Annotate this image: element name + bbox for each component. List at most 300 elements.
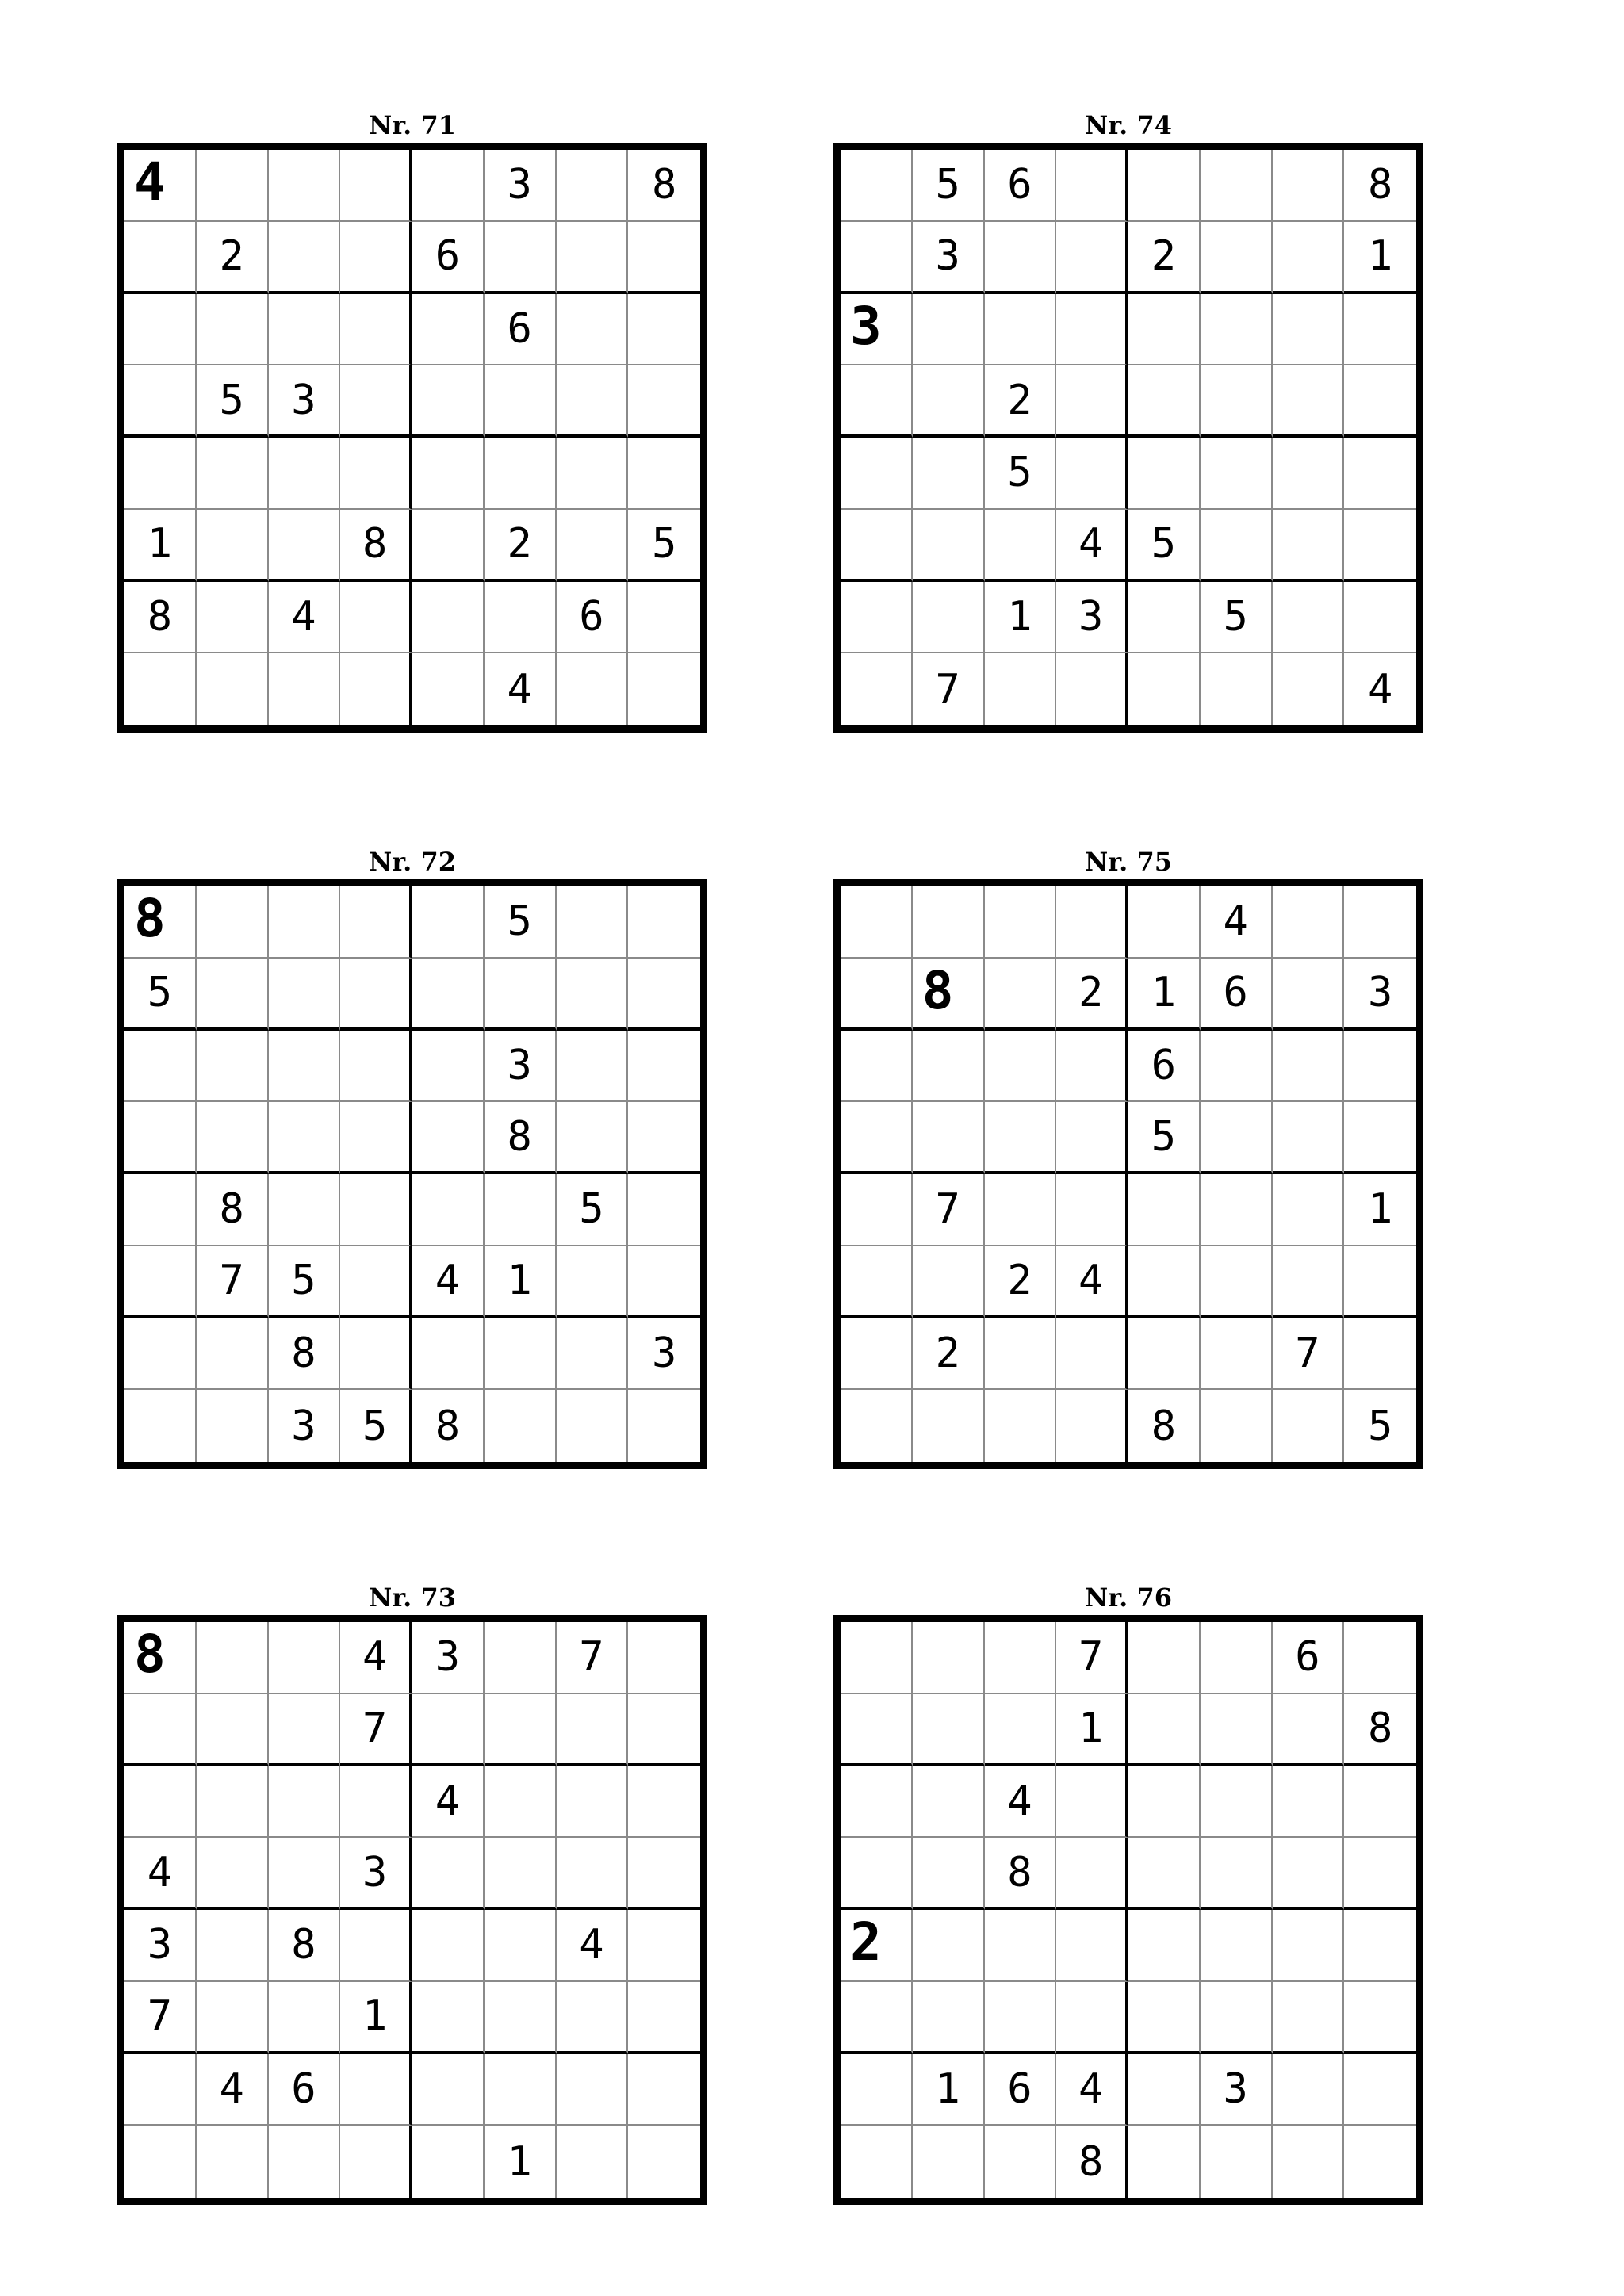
sudoku-cell[interactable]: [124, 294, 197, 366]
sudoku-cell[interactable]: [841, 365, 913, 438]
sudoku-cell[interactable]: 1: [913, 2054, 985, 2126]
sudoku-cell[interactable]: [412, 1982, 485, 2054]
sudoku-cell[interactable]: [913, 1390, 985, 1462]
sudoku-cell[interactable]: 1: [485, 1246, 557, 1318]
sudoku-start-cell[interactable]: 8: [124, 1622, 197, 1694]
sudoku-cell[interactable]: [124, 1390, 197, 1462]
sudoku-cell[interactable]: [124, 2054, 197, 2126]
sudoku-cell[interactable]: [485, 1838, 557, 1910]
sudoku-cell[interactable]: 4: [485, 653, 557, 725]
sudoku-cell[interactable]: [985, 510, 1057, 582]
sudoku-cell[interactable]: [1056, 1390, 1128, 1462]
sudoku-cell[interactable]: [269, 1838, 341, 1910]
sudoku-cell[interactable]: [485, 1390, 557, 1462]
sudoku-cell[interactable]: [1201, 1694, 1273, 1766]
sudoku-cell[interactable]: [985, 1982, 1057, 2054]
sudoku-cell[interactable]: 3: [628, 1318, 700, 1391]
sudoku-cell[interactable]: 5: [1128, 1102, 1201, 1174]
sudoku-cell[interactable]: [340, 438, 412, 510]
sudoku-cell[interactable]: [197, 959, 269, 1031]
sudoku-cell[interactable]: [1056, 1838, 1128, 1910]
sudoku-cell[interactable]: [1273, 294, 1345, 366]
sudoku-cell[interactable]: 1: [340, 1982, 412, 2054]
sudoku-cell[interactable]: [628, 1031, 700, 1103]
sudoku-cell[interactable]: 8: [1344, 1694, 1416, 1766]
sudoku-cell[interactable]: [913, 365, 985, 438]
sudoku-cell[interactable]: 1: [124, 510, 197, 582]
sudoku-cell[interactable]: [412, 1838, 485, 1910]
sudoku-cell[interactable]: [1201, 365, 1273, 438]
sudoku-cell[interactable]: [124, 1766, 197, 1839]
sudoku-cell[interactable]: [1201, 1982, 1273, 2054]
sudoku-cell[interactable]: 8: [124, 582, 197, 654]
sudoku-start-cell[interactable]: 8: [913, 959, 985, 1031]
sudoku-cell[interactable]: [1201, 150, 1273, 222]
sudoku-cell[interactable]: [1201, 1838, 1273, 1910]
sudoku-cell[interactable]: [628, 582, 700, 654]
sudoku-cell[interactable]: 1: [485, 2126, 557, 2198]
sudoku-cell[interactable]: [1201, 1246, 1273, 1318]
sudoku-cell[interactable]: [985, 1694, 1057, 1766]
sudoku-cell[interactable]: [412, 582, 485, 654]
sudoku-cell[interactable]: [340, 1174, 412, 1246]
sudoku-cell[interactable]: [1128, 886, 1201, 959]
sudoku-cell[interactable]: [628, 1766, 700, 1839]
sudoku-cell[interactable]: [269, 1031, 341, 1103]
sudoku-cell[interactable]: [1273, 959, 1345, 1031]
sudoku-cell[interactable]: 7: [1056, 1622, 1128, 1694]
sudoku-cell[interactable]: [124, 1031, 197, 1103]
sudoku-cell[interactable]: [985, 1318, 1057, 1391]
sudoku-cell[interactable]: [1056, 438, 1128, 510]
sudoku-cell[interactable]: 5: [557, 1174, 629, 1246]
sudoku-cell[interactable]: [628, 1246, 700, 1318]
sudoku-cell[interactable]: [841, 1766, 913, 1839]
sudoku-cell[interactable]: [1344, 510, 1416, 582]
sudoku-cell[interactable]: [985, 1910, 1057, 1982]
sudoku-cell[interactable]: [1128, 1246, 1201, 1318]
sudoku-cell[interactable]: [985, 1174, 1057, 1246]
sudoku-cell[interactable]: 2: [1128, 222, 1201, 294]
sudoku-cell[interactable]: [1056, 222, 1128, 294]
sudoku-cell[interactable]: [269, 510, 341, 582]
sudoku-cell[interactable]: [841, 1246, 913, 1318]
sudoku-cell[interactable]: [485, 1766, 557, 1839]
sudoku-start-cell[interactable]: 3: [841, 294, 913, 366]
sudoku-cell[interactable]: [1344, 1031, 1416, 1103]
sudoku-cell[interactable]: [1128, 2126, 1201, 2198]
sudoku-cell[interactable]: 8: [412, 1390, 485, 1462]
sudoku-cell[interactable]: 7: [913, 653, 985, 725]
sudoku-cell[interactable]: [412, 1102, 485, 1174]
sudoku-cell[interactable]: [628, 886, 700, 959]
sudoku-cell[interactable]: 5: [628, 510, 700, 582]
sudoku-cell[interactable]: 1: [1344, 222, 1416, 294]
sudoku-cell[interactable]: 7: [913, 1174, 985, 1246]
sudoku-cell[interactable]: [557, 1031, 629, 1103]
sudoku-cell[interactable]: [557, 1766, 629, 1839]
sudoku-cell[interactable]: 1: [1056, 1694, 1128, 1766]
sudoku-cell[interactable]: 3: [269, 365, 341, 438]
sudoku-cell[interactable]: [485, 1910, 557, 1982]
sudoku-cell[interactable]: 6: [1201, 959, 1273, 1031]
sudoku-cell[interactable]: 6: [412, 222, 485, 294]
sudoku-cell[interactable]: [340, 1246, 412, 1318]
sudoku-cell[interactable]: [1344, 1766, 1416, 1839]
sudoku-cell[interactable]: [841, 1982, 913, 2054]
sudoku-start-cell[interactable]: 2: [841, 1910, 913, 1982]
sudoku-cell[interactable]: 8: [1128, 1390, 1201, 1462]
sudoku-cell[interactable]: 5: [913, 150, 985, 222]
sudoku-cell[interactable]: [628, 294, 700, 366]
sudoku-cell[interactable]: [412, 886, 485, 959]
sudoku-cell[interactable]: 5: [485, 886, 557, 959]
sudoku-cell[interactable]: [628, 222, 700, 294]
sudoku-cell[interactable]: [340, 582, 412, 654]
sudoku-cell[interactable]: [340, 2054, 412, 2126]
sudoku-cell[interactable]: [841, 653, 913, 725]
sudoku-cell[interactable]: [1201, 653, 1273, 725]
sudoku-cell[interactable]: 3: [1201, 2054, 1273, 2126]
sudoku-cell[interactable]: [628, 1838, 700, 1910]
sudoku-cell[interactable]: [269, 150, 341, 222]
sudoku-cell[interactable]: [1344, 2054, 1416, 2126]
sudoku-cell[interactable]: [124, 2126, 197, 2198]
sudoku-cell[interactable]: [412, 1318, 485, 1391]
sudoku-cell[interactable]: [1201, 1390, 1273, 1462]
sudoku-cell[interactable]: [913, 1982, 985, 2054]
sudoku-cell[interactable]: [485, 582, 557, 654]
sudoku-cell[interactable]: [1344, 1102, 1416, 1174]
sudoku-cell[interactable]: [1273, 1031, 1345, 1103]
sudoku-cell[interactable]: [1273, 1102, 1345, 1174]
sudoku-cell[interactable]: [1056, 1031, 1128, 1103]
sudoku-cell[interactable]: 2: [197, 222, 269, 294]
sudoku-cell[interactable]: [485, 1318, 557, 1391]
sudoku-cell[interactable]: [124, 653, 197, 725]
sudoku-cell[interactable]: [913, 1246, 985, 1318]
sudoku-cell[interactable]: [340, 1766, 412, 1839]
sudoku-cell[interactable]: [412, 1694, 485, 1766]
sudoku-cell[interactable]: [1273, 582, 1345, 654]
sudoku-cell[interactable]: [1128, 1910, 1201, 1982]
sudoku-cell[interactable]: [913, 1766, 985, 1839]
sudoku-cell[interactable]: [1201, 510, 1273, 582]
sudoku-cell[interactable]: [1056, 1102, 1128, 1174]
sudoku-cell[interactable]: [485, 1694, 557, 1766]
sudoku-cell[interactable]: [985, 886, 1057, 959]
sudoku-cell[interactable]: 4: [1201, 886, 1273, 959]
sudoku-cell[interactable]: [557, 886, 629, 959]
sudoku-cell[interactable]: [485, 1174, 557, 1246]
sudoku-cell[interactable]: [913, 438, 985, 510]
sudoku-cell[interactable]: 4: [1056, 510, 1128, 582]
sudoku-cell[interactable]: [197, 1390, 269, 1462]
sudoku-cell[interactable]: 5: [1201, 582, 1273, 654]
sudoku-cell[interactable]: [340, 959, 412, 1031]
sudoku-cell[interactable]: 7: [124, 1982, 197, 2054]
sudoku-cell[interactable]: [269, 653, 341, 725]
sudoku-cell[interactable]: [628, 1174, 700, 1246]
sudoku-cell[interactable]: [124, 1102, 197, 1174]
sudoku-cell[interactable]: [485, 1622, 557, 1694]
sudoku-cell[interactable]: 3: [412, 1622, 485, 1694]
sudoku-cell[interactable]: 4: [412, 1766, 485, 1839]
sudoku-cell[interactable]: [841, 1174, 913, 1246]
sudoku-cell[interactable]: 1: [1344, 1174, 1416, 1246]
sudoku-start-cell[interactable]: 4: [124, 150, 197, 222]
sudoku-cell[interactable]: [269, 1102, 341, 1174]
sudoku-cell[interactable]: [1344, 582, 1416, 654]
sudoku-cell[interactable]: [485, 1982, 557, 2054]
sudoku-cell[interactable]: [1128, 653, 1201, 725]
sudoku-cell[interactable]: [340, 1318, 412, 1391]
sudoku-cell[interactable]: [340, 653, 412, 725]
sudoku-cell[interactable]: [1128, 1694, 1201, 1766]
sudoku-cell[interactable]: 3: [1344, 959, 1416, 1031]
sudoku-cell[interactable]: [628, 2126, 700, 2198]
sudoku-cell[interactable]: 3: [485, 1031, 557, 1103]
sudoku-cell[interactable]: [1056, 1174, 1128, 1246]
sudoku-cell[interactable]: 8: [485, 1102, 557, 1174]
sudoku-cell[interactable]: [269, 886, 341, 959]
sudoku-cell[interactable]: [1128, 1174, 1201, 1246]
sudoku-cell[interactable]: 5: [1128, 510, 1201, 582]
sudoku-cell[interactable]: [1344, 1246, 1416, 1318]
sudoku-cell[interactable]: [1056, 1982, 1128, 2054]
sudoku-cell[interactable]: 8: [628, 150, 700, 222]
sudoku-cell[interactable]: [557, 1102, 629, 1174]
sudoku-cell[interactable]: [412, 959, 485, 1031]
sudoku-cell[interactable]: [1344, 2126, 1416, 2198]
sudoku-cell[interactable]: [124, 1318, 197, 1391]
sudoku-cell[interactable]: 7: [197, 1246, 269, 1318]
sudoku-cell[interactable]: 5: [985, 438, 1057, 510]
sudoku-cell[interactable]: [197, 1694, 269, 1766]
sudoku-cell[interactable]: [841, 438, 913, 510]
sudoku-cell[interactable]: [1273, 438, 1345, 510]
sudoku-cell[interactable]: 8: [197, 1174, 269, 1246]
sudoku-cell[interactable]: 8: [269, 1318, 341, 1391]
sudoku-cell[interactable]: [841, 582, 913, 654]
sudoku-cell[interactable]: [1273, 1766, 1345, 1839]
sudoku-cell[interactable]: [1201, 1910, 1273, 1982]
sudoku-cell[interactable]: [485, 222, 557, 294]
sudoku-cell[interactable]: [1201, 1766, 1273, 1839]
sudoku-cell[interactable]: [340, 1910, 412, 1982]
sudoku-cell[interactable]: [269, 959, 341, 1031]
sudoku-cell[interactable]: [340, 2126, 412, 2198]
sudoku-cell[interactable]: [269, 1174, 341, 1246]
sudoku-cell[interactable]: [557, 294, 629, 366]
sudoku-cell[interactable]: [913, 1622, 985, 1694]
sudoku-cell[interactable]: [124, 438, 197, 510]
sudoku-cell[interactable]: [985, 222, 1057, 294]
sudoku-cell[interactable]: [340, 294, 412, 366]
sudoku-cell[interactable]: [340, 222, 412, 294]
sudoku-cell[interactable]: [1344, 294, 1416, 366]
sudoku-cell[interactable]: [628, 1982, 700, 2054]
sudoku-cell[interactable]: [1344, 1838, 1416, 1910]
sudoku-cell[interactable]: 3: [485, 150, 557, 222]
sudoku-cell[interactable]: [1201, 1622, 1273, 1694]
sudoku-cell[interactable]: [1273, 1838, 1345, 1910]
sudoku-cell[interactable]: [1201, 294, 1273, 366]
sudoku-cell[interactable]: 6: [485, 294, 557, 366]
sudoku-cell[interactable]: [557, 438, 629, 510]
sudoku-cell[interactable]: [124, 1246, 197, 1318]
sudoku-cell[interactable]: [1273, 1982, 1345, 2054]
sudoku-cell[interactable]: [1344, 1982, 1416, 2054]
sudoku-cell[interactable]: [197, 1318, 269, 1391]
sudoku-cell[interactable]: [985, 2126, 1057, 2198]
sudoku-cell[interactable]: [197, 1102, 269, 1174]
sudoku-cell[interactable]: [985, 959, 1057, 1031]
sudoku-cell[interactable]: [1273, 222, 1345, 294]
sudoku-cell[interactable]: 4: [269, 582, 341, 654]
sudoku-cell[interactable]: 5: [197, 365, 269, 438]
sudoku-cell[interactable]: [913, 510, 985, 582]
sudoku-cell[interactable]: 3: [913, 222, 985, 294]
sudoku-cell[interactable]: [628, 1910, 700, 1982]
sudoku-cell[interactable]: 4: [985, 1766, 1057, 1839]
sudoku-cell[interactable]: [269, 222, 341, 294]
sudoku-cell[interactable]: [1273, 886, 1345, 959]
sudoku-cell[interactable]: [628, 1694, 700, 1766]
sudoku-cell[interactable]: 4: [1056, 1246, 1128, 1318]
sudoku-cell[interactable]: 6: [1273, 1622, 1345, 1694]
sudoku-cell[interactable]: 6: [1128, 1031, 1201, 1103]
sudoku-cell[interactable]: [841, 150, 913, 222]
sudoku-cell[interactable]: [841, 1102, 913, 1174]
sudoku-cell[interactable]: [340, 365, 412, 438]
sudoku-cell[interactable]: 8: [269, 1910, 341, 1982]
sudoku-cell[interactable]: [985, 1031, 1057, 1103]
sudoku-cell[interactable]: 8: [1344, 150, 1416, 222]
sudoku-cell[interactable]: 2: [1056, 959, 1128, 1031]
sudoku-cell[interactable]: 2: [913, 1318, 985, 1391]
sudoku-cell[interactable]: [1201, 1318, 1273, 1391]
sudoku-cell[interactable]: [628, 2054, 700, 2126]
sudoku-cell[interactable]: [269, 294, 341, 366]
sudoku-cell[interactable]: 6: [557, 582, 629, 654]
sudoku-cell[interactable]: 4: [1056, 2054, 1128, 2126]
sudoku-cell[interactable]: [1273, 1694, 1345, 1766]
sudoku-cell[interactable]: 4: [412, 1246, 485, 1318]
sudoku-cell[interactable]: [412, 150, 485, 222]
sudoku-cell[interactable]: 5: [269, 1246, 341, 1318]
sudoku-cell[interactable]: [557, 1694, 629, 1766]
sudoku-cell[interactable]: [197, 1766, 269, 1839]
sudoku-cell[interactable]: [197, 653, 269, 725]
sudoku-cell[interactable]: [485, 959, 557, 1031]
sudoku-cell[interactable]: [412, 1174, 485, 1246]
sudoku-cell[interactable]: [197, 886, 269, 959]
sudoku-cell[interactable]: [913, 582, 985, 654]
sudoku-cell[interactable]: [1344, 1622, 1416, 1694]
sudoku-cell[interactable]: [628, 959, 700, 1031]
sudoku-cell[interactable]: [1344, 1318, 1416, 1391]
sudoku-cell[interactable]: 4: [340, 1622, 412, 1694]
sudoku-cell[interactable]: [1128, 1318, 1201, 1391]
sudoku-cell[interactable]: [557, 150, 629, 222]
sudoku-cell[interactable]: [1273, 653, 1345, 725]
sudoku-cell[interactable]: [412, 1031, 485, 1103]
sudoku-cell[interactable]: [1273, 1910, 1345, 1982]
sudoku-cell[interactable]: [1128, 1766, 1201, 1839]
sudoku-cell[interactable]: [557, 653, 629, 725]
sudoku-cell[interactable]: [1201, 2126, 1273, 2198]
sudoku-cell[interactable]: [841, 1031, 913, 1103]
sudoku-cell[interactable]: [124, 365, 197, 438]
sudoku-cell[interactable]: [557, 2126, 629, 2198]
sudoku-cell[interactable]: 6: [985, 150, 1057, 222]
sudoku-cell[interactable]: [1273, 2054, 1345, 2126]
sudoku-cell[interactable]: [197, 1910, 269, 1982]
sudoku-cell[interactable]: [985, 1102, 1057, 1174]
sudoku-cell[interactable]: [841, 222, 913, 294]
sudoku-cell[interactable]: [985, 294, 1057, 366]
sudoku-cell[interactable]: [841, 1318, 913, 1391]
sudoku-cell[interactable]: [485, 365, 557, 438]
sudoku-cell[interactable]: 6: [985, 2054, 1057, 2126]
sudoku-start-cell[interactable]: 8: [124, 886, 197, 959]
sudoku-cell[interactable]: [1201, 1102, 1273, 1174]
sudoku-cell[interactable]: [1273, 1174, 1345, 1246]
sudoku-cell[interactable]: [557, 510, 629, 582]
sudoku-cell[interactable]: [412, 438, 485, 510]
sudoku-cell[interactable]: [1128, 1622, 1201, 1694]
sudoku-cell[interactable]: [340, 1031, 412, 1103]
sudoku-cell[interactable]: 3: [124, 1910, 197, 1982]
sudoku-cell[interactable]: [1273, 510, 1345, 582]
sudoku-cell[interactable]: [1344, 1910, 1416, 1982]
sudoku-cell[interactable]: [1056, 1318, 1128, 1391]
sudoku-cell[interactable]: 4: [197, 2054, 269, 2126]
sudoku-cell[interactable]: [1273, 365, 1345, 438]
sudoku-cell[interactable]: [269, 1694, 341, 1766]
sudoku-cell[interactable]: 8: [985, 1838, 1057, 1910]
sudoku-cell[interactable]: [412, 653, 485, 725]
sudoku-cell[interactable]: [628, 1390, 700, 1462]
sudoku-cell[interactable]: 1: [1128, 959, 1201, 1031]
sudoku-cell[interactable]: 3: [340, 1838, 412, 1910]
sudoku-cell[interactable]: [269, 1982, 341, 2054]
sudoku-cell[interactable]: [124, 222, 197, 294]
sudoku-cell[interactable]: [1128, 2054, 1201, 2126]
sudoku-cell[interactable]: [412, 365, 485, 438]
sudoku-cell[interactable]: [124, 1174, 197, 1246]
sudoku-cell[interactable]: [412, 1910, 485, 1982]
sudoku-cell[interactable]: [340, 150, 412, 222]
sudoku-cell[interactable]: [1344, 365, 1416, 438]
sudoku-cell[interactable]: [197, 1982, 269, 2054]
sudoku-cell[interactable]: [1056, 294, 1128, 366]
sudoku-cell[interactable]: [628, 1622, 700, 1694]
sudoku-cell[interactable]: [913, 1910, 985, 1982]
sudoku-cell[interactable]: [628, 438, 700, 510]
sudoku-cell[interactable]: [557, 222, 629, 294]
sudoku-cell[interactable]: 3: [1056, 582, 1128, 654]
sudoku-cell[interactable]: [1056, 1766, 1128, 1839]
sudoku-cell[interactable]: 4: [557, 1910, 629, 1982]
sudoku-cell[interactable]: [628, 365, 700, 438]
sudoku-cell[interactable]: [913, 1102, 985, 1174]
sudoku-cell[interactable]: [913, 1838, 985, 1910]
sudoku-cell[interactable]: 2: [985, 365, 1057, 438]
sudoku-cell[interactable]: [841, 510, 913, 582]
sudoku-cell[interactable]: [485, 438, 557, 510]
